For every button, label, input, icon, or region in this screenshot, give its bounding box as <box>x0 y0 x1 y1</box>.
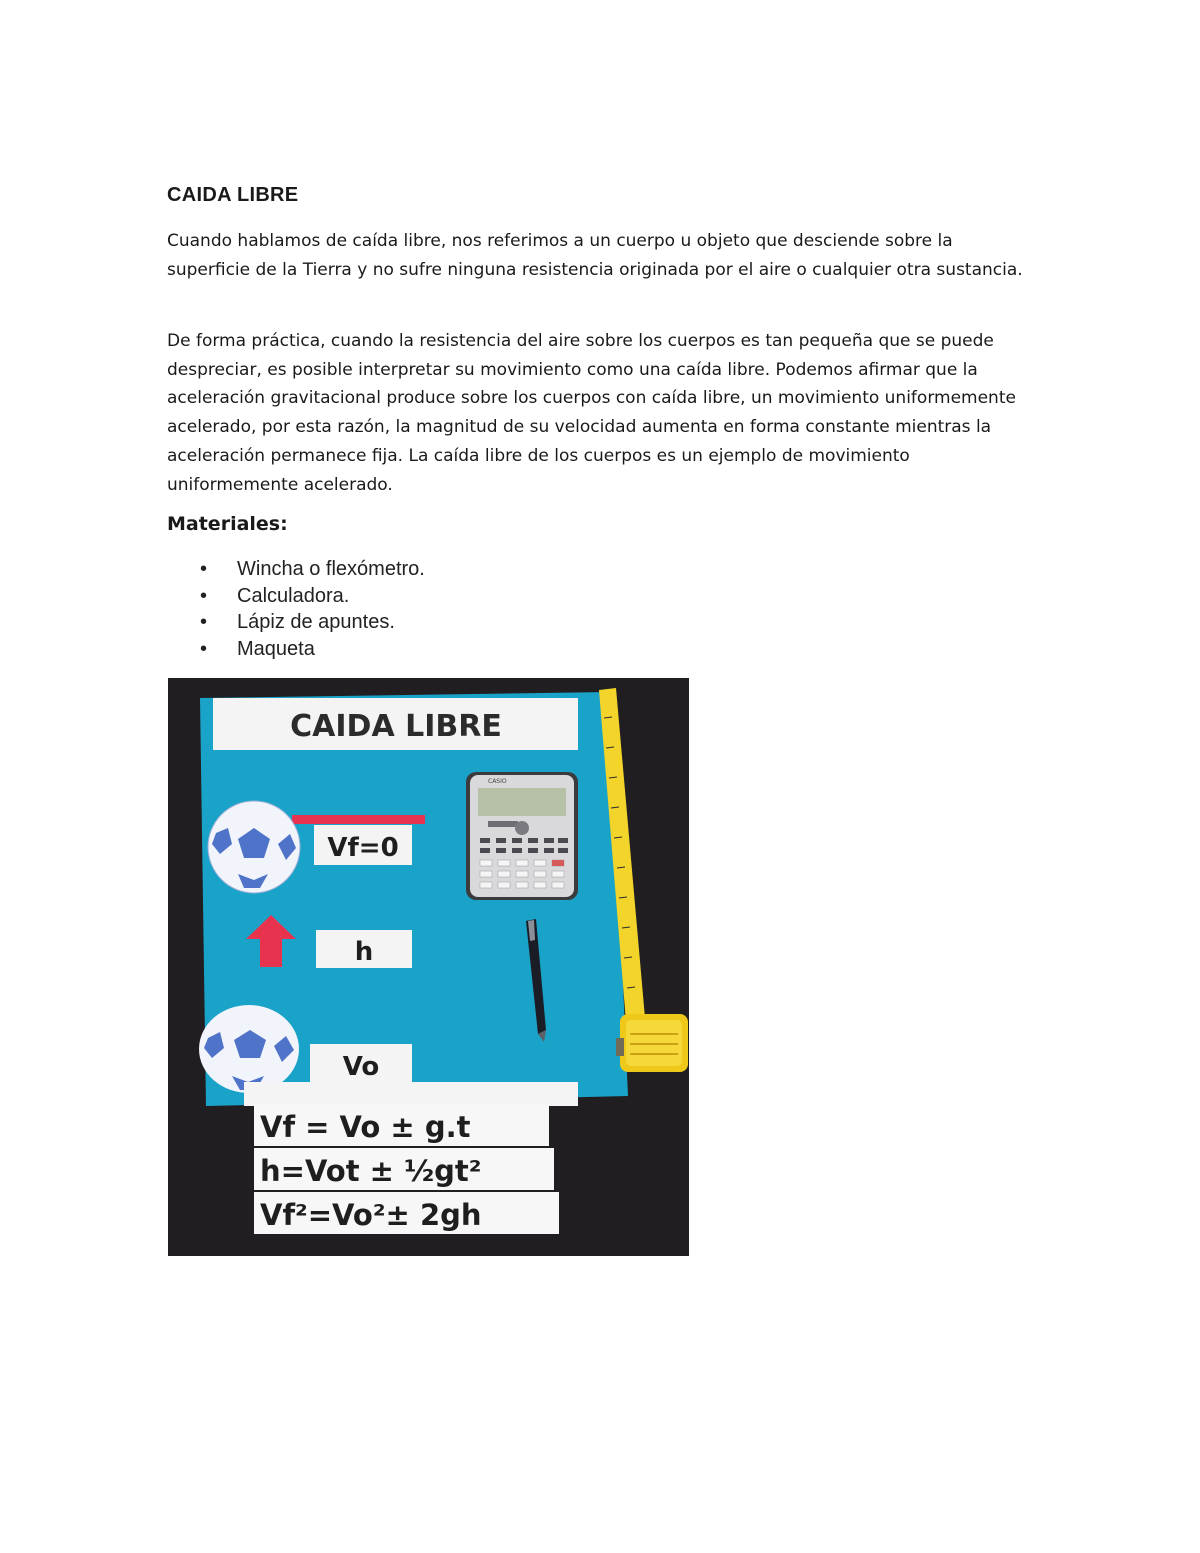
list-item <box>167 636 425 663</box>
label-vo: Vo <box>342 1052 380 1082</box>
materials-heading: Materiales: <box>167 513 288 535</box>
material-pencil: Lápiz de apuntes. <box>237 611 395 633</box>
calculator-icon <box>466 772 578 900</box>
tape-measure-case-icon <box>616 1014 688 1072</box>
list-item <box>167 556 425 583</box>
document-title: CAIDA LIBRE <box>167 184 299 206</box>
label-h: h <box>354 937 374 967</box>
paragraph-intro: Cuando hablamos de caída libre, nos referimos a un cuerpo u objeto que desciende sobre la superficie de la Tierra y no sufre ninguna resistencia originada por el aire o cualquier otra sustancia. <box>167 231 1023 280</box>
paragraph-practical: De forma práctica, cuando la resistencia del aire sobre los cuerpos es tan pequeña que se puede despreciar, es posible interpretar su movimiento como una caída libre. Podemos afirmar que la aceleración gravitacional produce sobre los cuerpos con caída libre, un movimiento uniformemente acelerado, por esta razón, la magnitud de su velocidad aumenta en forma constante mientras la aceleración permanece fija. La caída libre de los cuerpos es un ejemplo de movimiento uniformemente acelerado. <box>167 331 1016 495</box>
bullet-icon: • <box>200 637 208 660</box>
soccer-ball-bottom-icon <box>199 1005 299 1093</box>
soccer-ball-top-icon <box>208 801 300 893</box>
formula-2: h=Vot ± ½gt² <box>260 1154 482 1188</box>
calculator-brand: CASIO <box>488 778 507 785</box>
white-strip <box>244 1082 578 1106</box>
materials-list <box>167 556 425 662</box>
bullet-icon: • <box>200 611 208 633</box>
material-calculator: Calculadora. <box>237 584 350 607</box>
material-model: Maqueta <box>237 637 315 660</box>
list-item <box>167 609 425 636</box>
model-photo <box>168 678 689 1256</box>
label-vf0: Vf=0 <box>327 833 399 863</box>
board-title: CAIDA LIBRE <box>290 709 502 744</box>
formula-1: Vf = Vo ± g.t <box>260 1110 471 1144</box>
bullet-icon: • <box>200 558 208 580</box>
red-bar <box>292 815 425 824</box>
material-tape: Wincha o flexómetro. <box>237 558 425 580</box>
bullet-icon: • <box>200 584 208 607</box>
formula-3: Vf²=Vo²± 2gh <box>260 1198 482 1232</box>
list-item <box>167 583 425 610</box>
